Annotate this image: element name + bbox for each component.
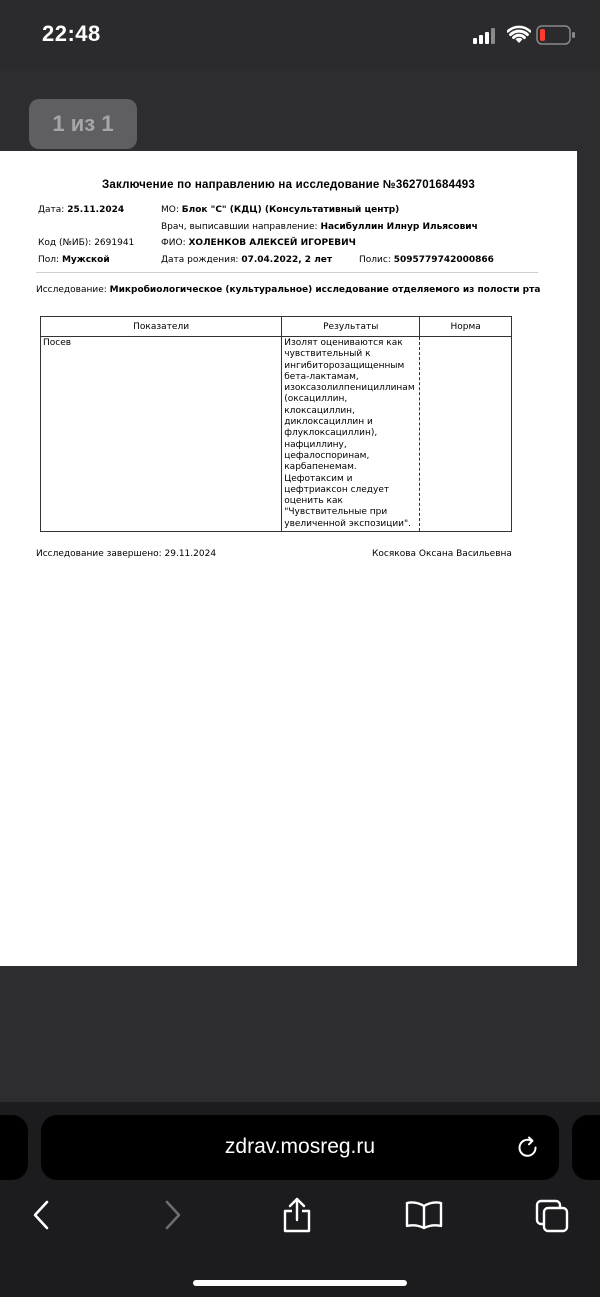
result-line: (оксациллин, [284,394,348,405]
result-line: изоксазолилпенициллинам [284,383,415,394]
doctor-field: Врач, выписавшии направление: Насибуллин Илнур Ильясович [161,222,478,232]
address-bar[interactable] [41,1115,559,1180]
reload-icon[interactable] [515,1135,541,1161]
next-tab-peek[interactable] [572,1115,600,1180]
results-table [40,316,512,532]
column-header: Результаты [282,317,420,337]
birth-date-field: Дата рождения: 07.04.2022, 2 лет [161,255,333,265]
bookmarks-icon[interactable] [404,1199,444,1231]
indicator-cell: Посев [41,337,282,532]
result-line: бета-лактамам, [284,371,359,382]
divider [36,272,538,273]
fio-field: ФИО: ХОЛЕНКОВ АЛЕКСЕЙ ИГОРЕВИЧ [161,238,356,248]
column-header: Показатели [41,317,282,337]
result-line: ингибиторозащищенным [284,360,405,371]
back-icon[interactable] [30,1199,54,1231]
code-field: Код (№ИБ): 2691941 [38,238,135,248]
wifi-icon [507,25,531,45]
result-cell [282,337,420,532]
result-line: Изолят оцениваются как [284,338,403,348]
home-indicator[interactable] [193,1280,407,1286]
result-line: нафциллину, [284,439,347,450]
result-line: Цефотаксим и [284,473,353,484]
result-line: цефалоспоринам, [284,450,370,461]
document-page [0,151,577,966]
result-line: диклоксациллин и [284,417,373,428]
column-header: Норма [420,317,512,337]
page-counter: 1 из 1 [29,99,137,149]
policy-field: Полис: 5095779742000866 [359,255,494,265]
norm-cell [420,337,512,532]
result-line: чувствительный к [284,349,371,360]
forward-icon[interactable] [160,1199,184,1231]
previous-tab-peek[interactable] [0,1115,28,1180]
cellular-signal-icon [473,28,497,44]
sex-field: Пол: Мужской [38,255,110,265]
result-line: увеличенной экспозиции". [284,518,412,529]
result-line: цефтриаксон следует [284,484,390,495]
result-line: клоксациллин, [284,405,355,416]
document-title: Заключение по направлению на исследование №362701684493 [102,179,475,191]
status-time: 22:48 [42,21,101,46]
share-icon[interactable] [281,1196,313,1234]
result-line: флуклоксациллин), [284,428,378,439]
study-field: Исследование: Микробиологическое (культуральное) исследование отделяемого из полости рта [36,285,541,295]
battery-icon [536,25,576,45]
signer-name: Косякова Оксана Васильевна [372,549,512,559]
tabs-icon[interactable] [534,1199,570,1233]
completion-date: Исследование завершено: 29.11.2024 [36,549,217,559]
status-bar [0,0,600,70]
date-field: Дата: 25.11.2024 [38,205,125,215]
result-line: оценить как [284,496,343,507]
table-row [41,337,512,532]
mo-field: МО: Блок "С" (КДЦ) (Консультативный центр) [161,205,400,215]
result-line: "Чувствительные при [284,507,388,518]
result-line: карбапенемам. [284,462,357,473]
url-text[interactable]: zdrav.mosreg.ru [224,1135,376,1158]
browser-toolbar [0,1102,600,1297]
